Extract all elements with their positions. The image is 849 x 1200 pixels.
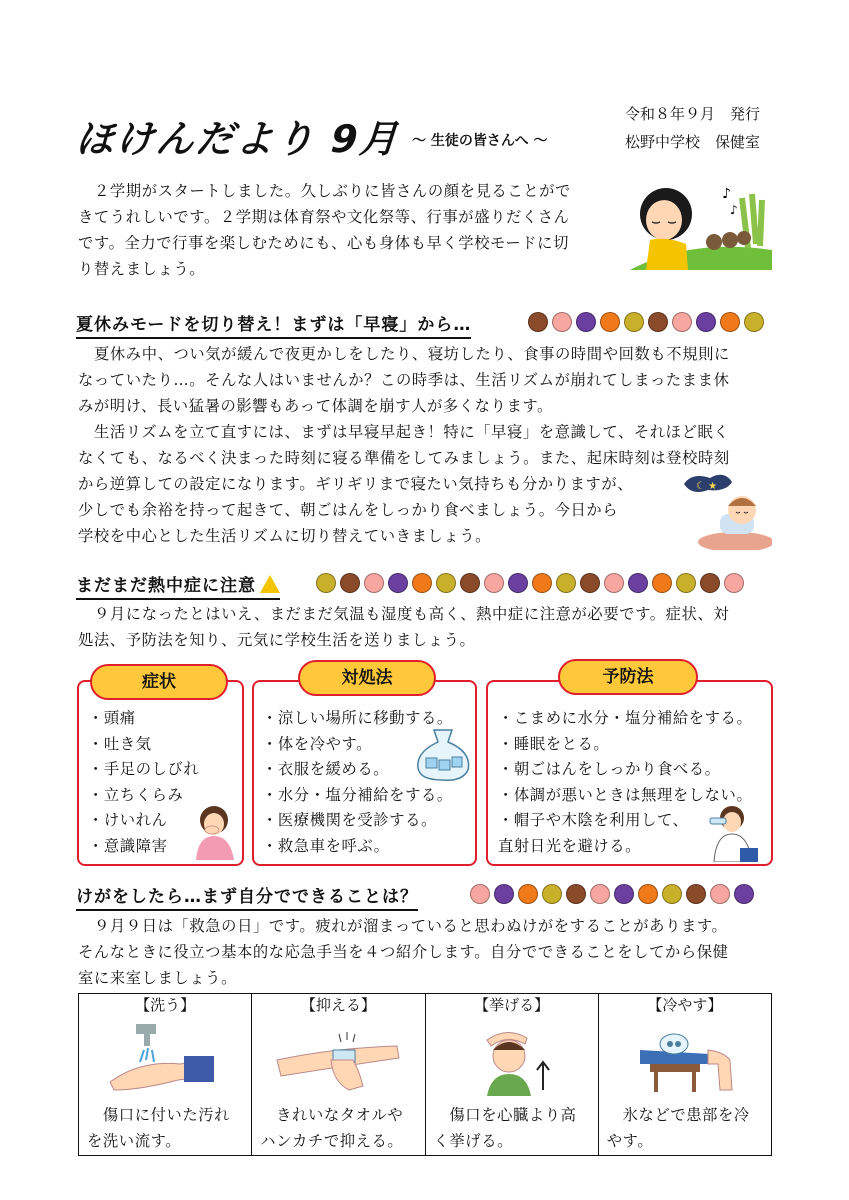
washing-wound-illustration [100,1020,230,1096]
first-aid-text: を洗い流す。 [87,1132,182,1150]
heat-line: 処法、予防法を知り、元気に学校生活を送りましょう。 [78,631,476,649]
list-item: ・頭痛 [88,709,136,727]
intro-line: です。全力で行事を楽しむためにも、心も身体も早く学校モードに切 [78,234,569,252]
list-item: ・水分・塩分補給をする。 [262,785,453,804]
symptoms-tag: 症状 [90,664,228,700]
sleep-line: みが明け、長い猛暑の影響もあって体調を崩す人が多くなります。 [78,397,553,415]
warning-icon [260,575,280,593]
first-aid-title: 【冷やす】 [647,996,723,1014]
first-aid-table [78,993,772,1156]
first-aid-text: 傷口を心臓より高 [433,1106,577,1124]
list-item: ・体調が悪いときは無理をしない。 [498,785,753,804]
first-aid-text: 氷などで患部を冷 [606,1106,750,1124]
sleep-line: 生活リズムを立て直すには、まずは早寝早起き！特に「早寝」を意識して、それほど眠く [94,423,730,441]
heat-paragraph [78,601,778,653]
ice-bag-icon [412,728,474,782]
first-aid-cell-wash [79,994,252,1156]
section-heading-heat [76,573,280,600]
injury-line: そんなときに役立つ基本的な応急手当を４つ紹介します。自分でできることをしてから保健 [78,943,729,961]
drinking-boy-illustration [700,802,762,862]
first-aid-cell-raise [425,994,598,1156]
list-item: ・医療機関を受診する。 [262,811,437,830]
sleep-line: 少しでも余裕を持って起きて、朝ごはんをしっかり食べましょう。今日から [78,501,619,519]
first-aid-title: 【抑える】 [300,996,376,1014]
injury-line: ９月９日は「救急の日」です。疲れが溜まっていると思わぬけがをすることがあります。 [94,917,728,935]
prevention-tag: 予防法 [558,659,698,695]
page-title: ほけんだより 9月 [74,117,401,161]
page-subtitle: ～ 生徒の皆さんへ ～ [412,133,548,149]
first-aid-text: く挙げる。 [433,1132,513,1150]
first-aid-text: きれいなタオルや [260,1106,404,1124]
first-aid-cell-press [252,994,425,1156]
heat-heading-text: まだまだ熱中症に注意 [76,576,256,596]
first-aid-text: やす。 [606,1132,654,1150]
first-aid-text: 傷口に付いた汚れ [87,1106,231,1124]
list-item: ・救急車を呼ぶ。 [262,836,390,855]
section-heading-sleep: 夏休みモードを切り替え！まずは「早寝」から… [76,313,471,339]
pressing-wound-illustration [273,1020,403,1096]
list-item: ・吐き気 [88,734,152,753]
fruit-border-decoration [316,573,744,593]
list-item: ・こまめに水分・塩分補給をする。 [498,709,753,727]
list-item: ・けいれん [88,811,168,830]
list-item: ・意識障害 [88,836,168,855]
heat-line: ９月になったとはいえ、まだまだ気温も湿度も高く、熱中症に注意が必要です。症状、対 [94,605,730,623]
sleep-line: 夏休み中、つい気が緩んで夜更かしをしたり、寝坊したり、食事の時間や回数も不規則に [94,345,730,363]
injury-line: 室に来室しましょう。 [78,969,237,987]
sleep-line: 学校を中心とした生活リズムに切り替えていきましょう。 [78,527,492,545]
first-aid-text: ハンカチで抑える。 [260,1132,404,1150]
issue-info [600,100,760,156]
list-item: ・朝ごはんをしっかり食べる。 [498,760,721,779]
sleep-line: なっていたり…。そんな人はいませんか？この時季は、生活リズムが崩れてしまったまま休 [78,371,730,389]
sleep-paragraph [78,341,778,549]
issue-date: 令和８年９月 発行 [624,105,760,123]
symptoms-list [88,706,199,860]
sleeping-child-illustration [680,470,772,550]
list-item: ・涼しい場所に移動する。 [262,709,453,727]
treatment-tag: 対処法 [298,660,436,696]
list-item: 直射日光を避ける。 [498,836,642,855]
fruit-border-decoration [470,884,754,904]
svg-text:♪: ♪ [722,186,731,202]
first-aid-title: 【洗う】 [135,996,196,1014]
list-item: ・体を冷やす。 [262,734,373,753]
girl-relaxing-illustration [630,178,772,270]
fruit-border-decoration [528,312,764,332]
first-aid-cell-cool [598,994,771,1156]
injury-paragraph [78,913,778,991]
list-item: ・帽子や木陰を利用して、 [498,811,689,830]
first-aid-title: 【挙げる】 [474,996,550,1014]
list-item: ・立ちくらみ [88,785,184,804]
cooling-leg-illustration [620,1020,750,1096]
section-heading-injury: けがをしたら…まず自分でできることは？ [76,885,418,911]
sleep-line: から逆算しての設定になります。ギリギリまで寝たい気持ちも分かりますが、 [78,475,634,493]
intro-line: きてうれしいです。２学期は体育祭や文化祭等、行事が盛りだくさん [78,208,570,226]
intro-line: り替えましょう。 [78,260,206,278]
intro-line: ２学期がスタートしました。久しぶりに皆さんの顔を見ることがで [94,182,571,200]
list-item: ・睡眠をとる。 [498,734,610,753]
svg-text:☾ ★: ☾ ★ [696,481,718,492]
school-name: 松野中学校 保健室 [624,133,760,151]
raising-arm-illustration [447,1020,577,1096]
svg-text:♪: ♪ [730,203,738,217]
intro-paragraph [78,178,618,282]
list-item: ・手足のしびれ [88,760,200,779]
sick-girl-illustration [190,802,240,860]
sleep-line: なくても、なるべく決まった時刻に寝る準備をしてみましょう。また、起床時刻は登校時刻 [78,449,730,467]
list-item: ・衣服を緩める。 [262,760,390,779]
